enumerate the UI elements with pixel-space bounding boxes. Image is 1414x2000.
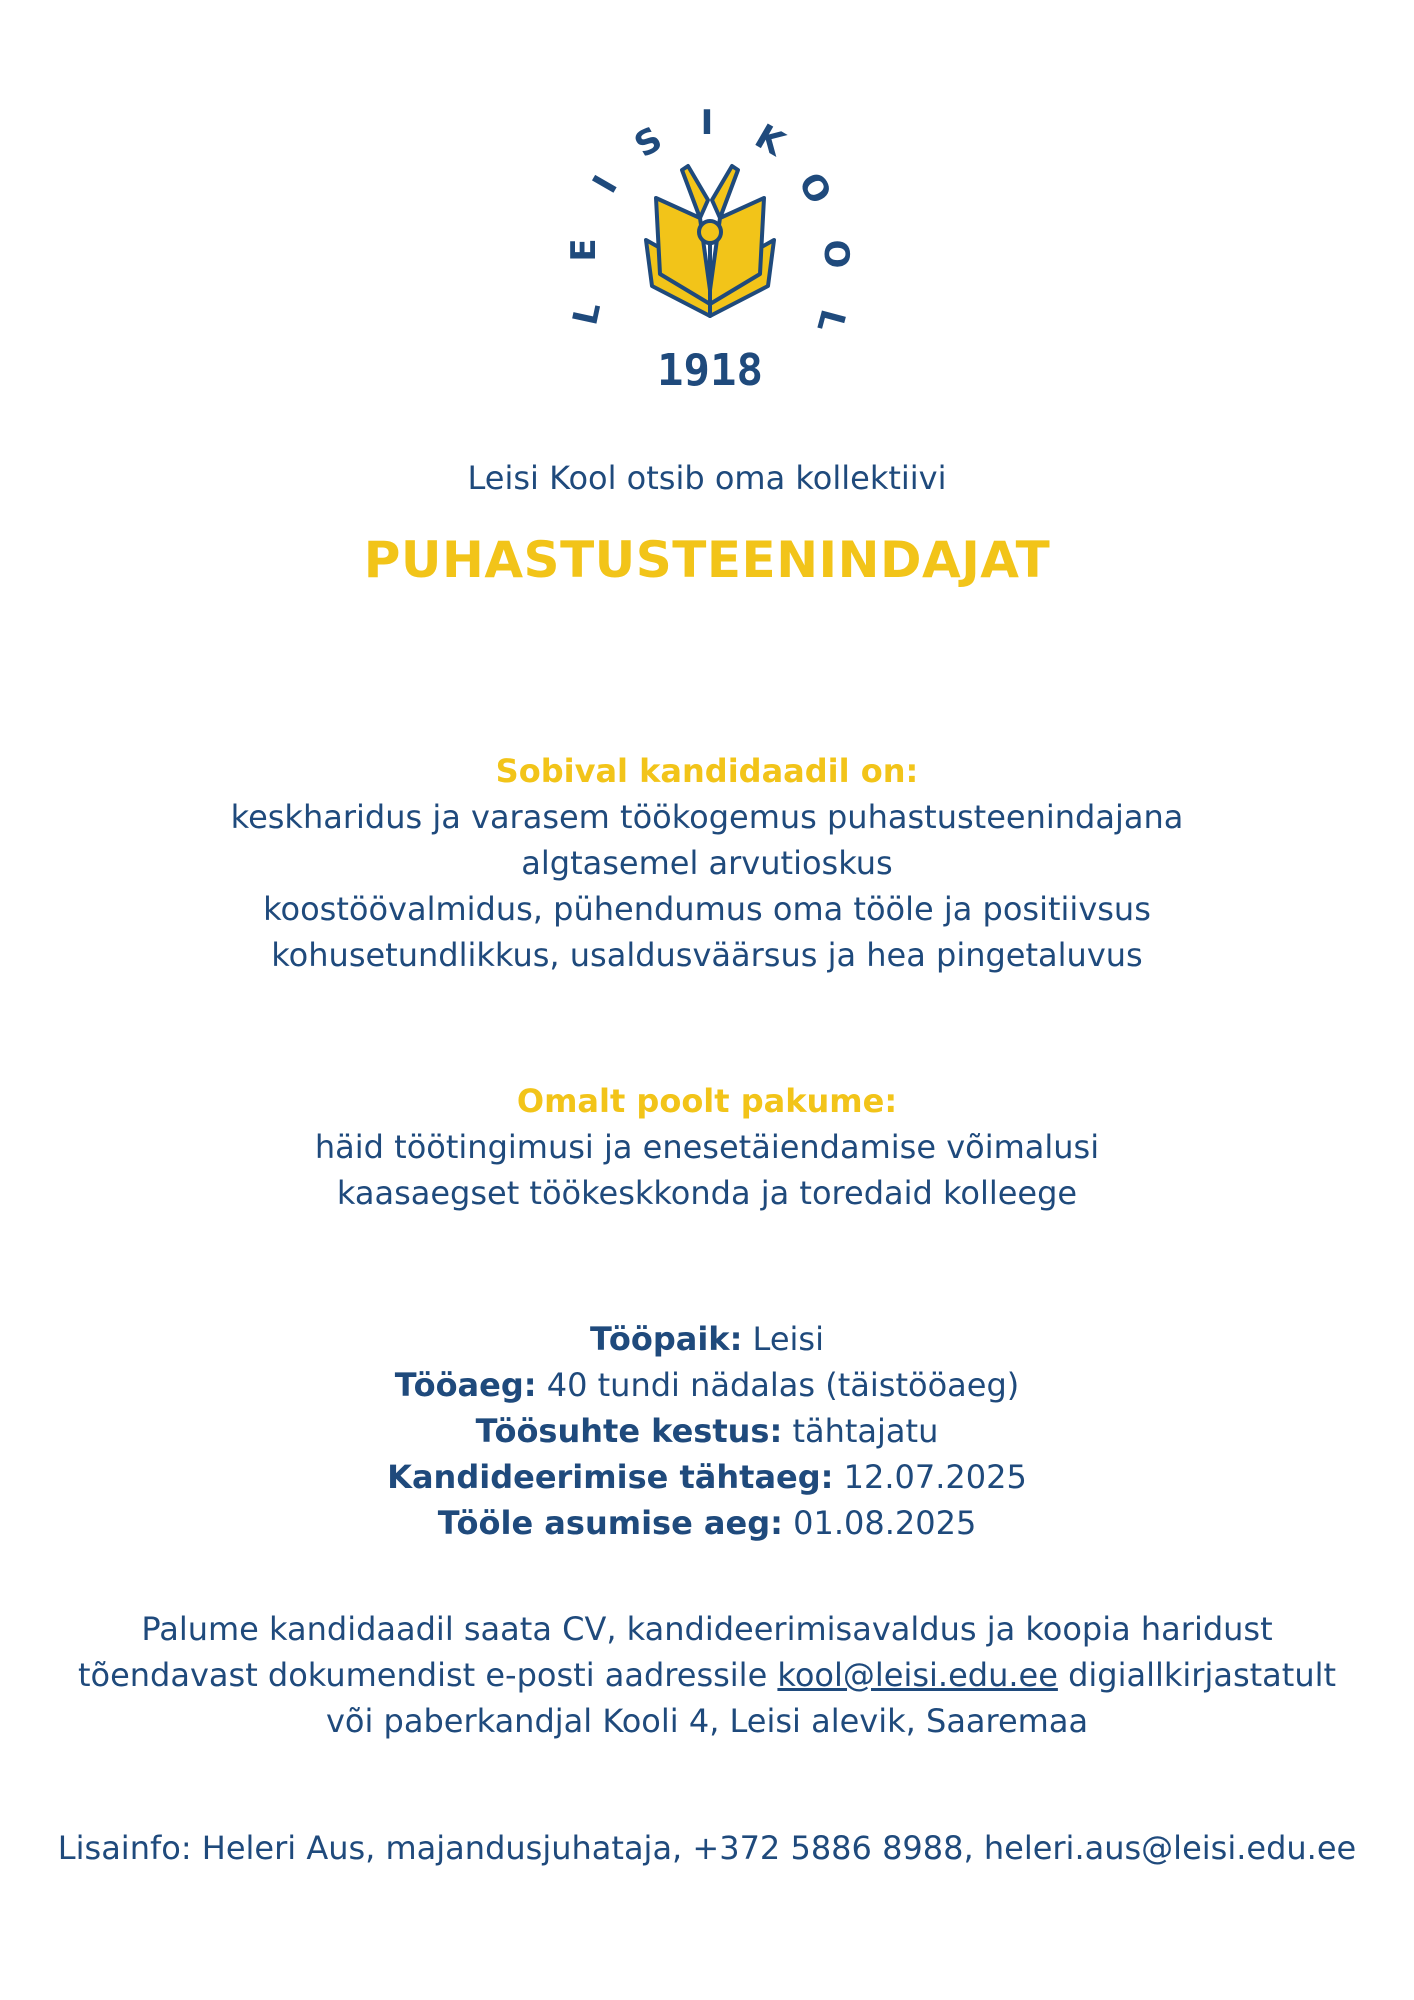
requirement-item: algtasemel arvutioskus [521, 844, 893, 882]
intro-text: Leisi Kool otsib oma kollektiivi [467, 459, 947, 497]
detail-label: Tööaeg: [394, 1366, 537, 1404]
logo-letter: I [700, 103, 714, 143]
detail-value: 01.08.2025 [793, 1504, 977, 1542]
apply-line [60, 1652, 1354, 1698]
logo-letter: K [748, 116, 791, 165]
logo-letter: O [816, 239, 856, 269]
apply-text: digiallkirjastatult [1068, 1656, 1337, 1694]
offer-item: kaasaegset töökeskkonda ja toredaid kolleege [336, 1174, 1078, 1212]
detail-value: Leisi [752, 1320, 824, 1358]
apply-line: Palume kandidaadil saata CV, kandideerimisavaldus ja koopia haridust [141, 1610, 1273, 1648]
requirement-item: kohusetundlikkus, usaldusväärsus ja hea pingetaluvus [271, 936, 1143, 974]
detail-row-application-deadline [0, 1454, 1414, 1500]
logo-letter: L [565, 298, 610, 329]
detail-value: tähtajatu [792, 1412, 939, 1450]
apply-line: või paberkandjal Kooli 4, Leisi alevik, Saaremaa [325, 1702, 1089, 1740]
logo-letter: S [627, 119, 670, 166]
detail-row-contract-duration [0, 1408, 1414, 1454]
offer-section [0, 1078, 1414, 1216]
contact-info: Lisainfo: Heleri Aus, majandusjuhataja, +372 5886 8988, heleri.aus@leisi.edu.ee [57, 1829, 1357, 1867]
detail-value: 12.07.2025 [843, 1458, 1027, 1496]
logo-year: 1918 [657, 345, 763, 396]
logo-letter: E [564, 238, 604, 262]
job-title: PUHASTUSTEENINDAJAT [363, 531, 1051, 589]
email-link[interactable]: kool@leisi.edu.ee [777, 1656, 1058, 1694]
school-logo-graphic [560, 90, 860, 410]
detail-label: Tööpaik: [590, 1320, 743, 1358]
job-details [0, 1316, 1414, 1546]
detail-row-workplace [0, 1316, 1414, 1362]
requirement-item: keskharidus ja varasem töökogemus puhastusteenindajana [230, 798, 1184, 836]
detail-row-working-time [0, 1362, 1414, 1408]
application-instructions [60, 1606, 1354, 1744]
logo-letter: L [808, 305, 853, 337]
detail-value: 40 tundi nädalas (täistööaeg) [546, 1366, 1020, 1404]
school-logo [560, 90, 860, 410]
requirements-heading: Sobival kandidaadil on: [495, 752, 919, 790]
pen-tip-icon [699, 221, 721, 243]
detail-label: Tööle asumise aeg: [437, 1504, 783, 1542]
apply-text: tõendavast dokumendist e-posti aadressile [77, 1656, 768, 1694]
detail-label: Kandideerimise tähtaeg: [387, 1458, 834, 1496]
requirements-section [0, 748, 1414, 978]
offer-item: häid töötingimusi ja enesetäiendamise võimalusi [314, 1128, 1100, 1166]
detail-label: Töösuhte kestus: [475, 1412, 783, 1450]
logo-letter: I [584, 169, 626, 200]
requirement-item: koostöövalmidus, pühendumus oma tööle ja positiivsus [263, 890, 1151, 928]
offer-heading: Omalt poolt pakume: [516, 1082, 898, 1120]
detail-row-start-date [0, 1500, 1414, 1546]
logo-letter: O [789, 165, 840, 212]
